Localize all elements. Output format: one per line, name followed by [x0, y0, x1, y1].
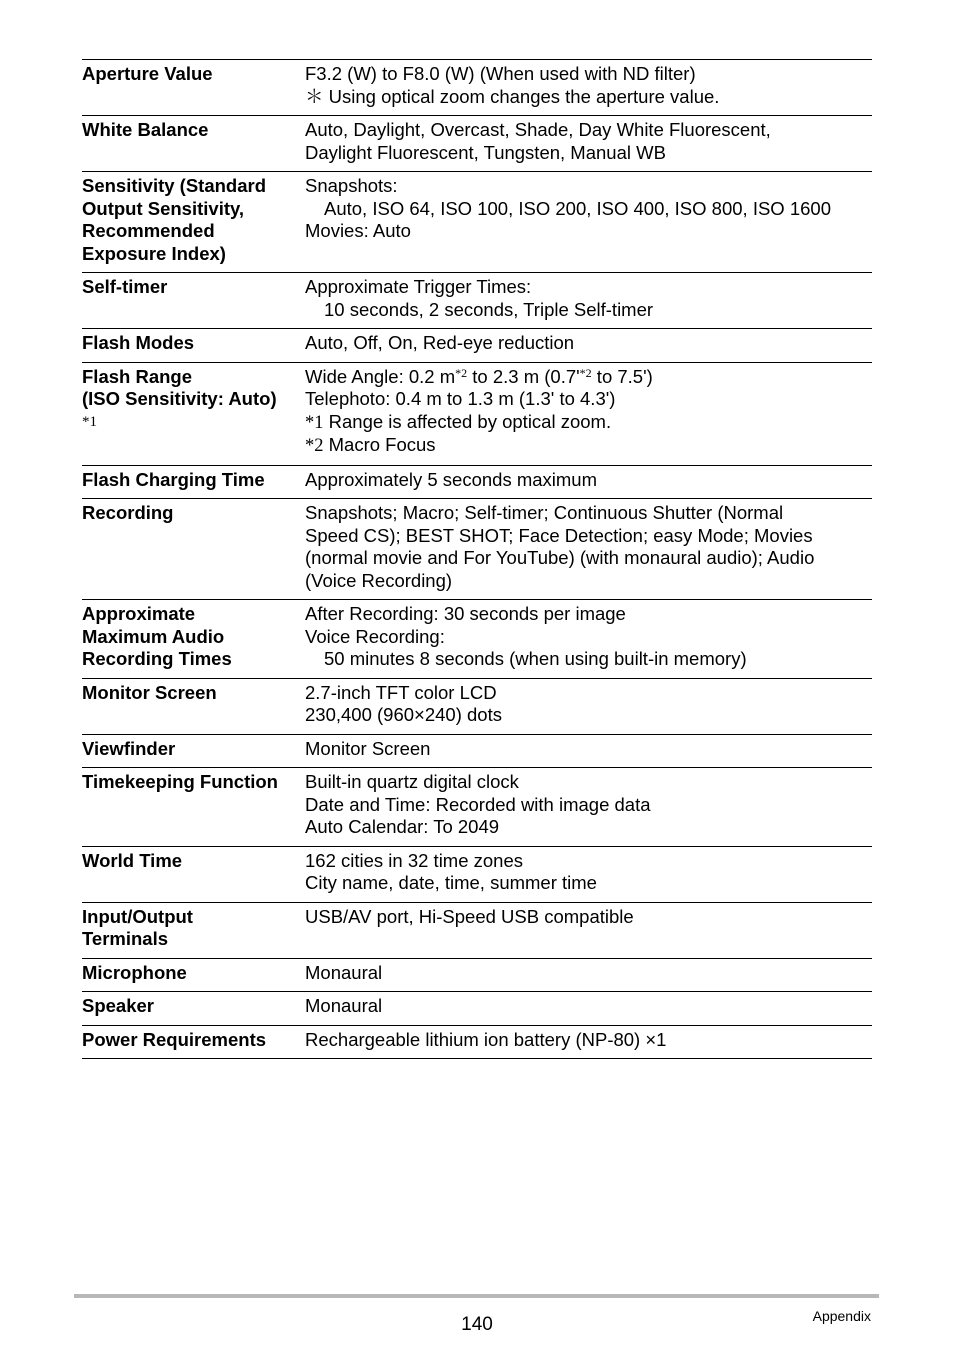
spec-row-flash-modes	[82, 329, 872, 363]
spec-value: Rechargeable lithium ion battery (NP-80) ×1	[305, 1028, 667, 1050]
spec-label: Flash Modes	[82, 332, 195, 353]
footer-divider	[74, 1294, 879, 1298]
spec-value: After Recording: 30 seconds per image Voice Recording: 50 minutes 8 seconds (when using built-in memory)	[305, 603, 747, 669]
spec-row-white-balance	[82, 116, 872, 172]
spec-row-timekeeping-function	[82, 768, 872, 847]
spec-value: Monaural	[305, 995, 383, 1016]
spec-row-power-requirements	[82, 1026, 872, 1060]
spec-row-microphone	[82, 959, 872, 993]
spec-label: Sensitivity (Standard Output Sensitivity, Recommended Exposure Index)	[82, 175, 267, 264]
spec-value: Snapshots: Auto, ISO 64, ISO 100, ISO 200, ISO 400, ISO 800, ISO 1600 Movies: Auto	[305, 175, 831, 241]
footnote-2: *2 Macro Focus	[305, 434, 436, 456]
spec-label: World Time	[82, 849, 183, 871]
spec-row-input-output-terminals	[82, 903, 872, 959]
spec-value: Auto, Daylight, Overcast, Shade, Day White Fluorescent, Daylight Fluorescent, Tungsten, Manual WB	[305, 119, 771, 163]
spec-value: Monaural	[305, 961, 383, 983]
spec-row-speaker	[82, 992, 872, 1026]
footnote-1: *1 Range is affected by optical zoom.	[305, 410, 612, 433]
spec-row-recording	[82, 499, 872, 600]
spec-label: Recording	[82, 502, 174, 523]
spec-row-self-timer	[82, 273, 872, 329]
spec-label: Power Requirements	[82, 1028, 267, 1050]
spec-value: Approximate Trigger Times: 10 seconds, 2 seconds, Triple Self-timer	[305, 276, 654, 320]
spec-row-audio-recording-times	[82, 600, 872, 679]
spec-label: White Balance	[82, 119, 209, 140]
spec-value: F3.2 (W) to F8.0 (W) (When used with ND filter) ＊ Using optical zoom changes the aperture value.	[305, 63, 720, 107]
specifications-table	[82, 59, 872, 1059]
spec-label: Monitor Screen	[82, 681, 217, 703]
spec-label: Microphone	[82, 961, 187, 983]
footnote-mark: *2	[579, 365, 592, 380]
spec-value: USB/AV port, Hi-Speed USB compatible	[305, 905, 634, 927]
section-name: Appendix	[812, 1308, 871, 1324]
spec-label: Aperture Value	[82, 63, 213, 84]
spec-row-flash-charging-time	[82, 466, 872, 500]
spec-value: Built-in quartz digital clock Date and Time: Recorded with image data Auto Calendar: To 2049	[305, 771, 651, 837]
spec-row-viewfinder	[82, 735, 872, 769]
spec-row-world-time	[82, 847, 872, 903]
spec-value: Approximately 5 seconds maximum	[305, 468, 597, 490]
footnote-mark: *2	[455, 365, 468, 380]
spec-label: Self-timer	[82, 276, 168, 297]
spec-row-monitor-screen	[82, 679, 872, 735]
spec-row-sensitivity	[82, 172, 872, 273]
spec-row-flash-range	[82, 363, 872, 466]
footnote-mark: *2	[305, 436, 324, 456]
spec-label: Flash Range (ISO Sensitivity: Auto) *1	[82, 366, 305, 458]
spec-label: Flash Charging Time	[82, 468, 265, 490]
spec-value: Wide Angle: 0.2 m$^{*2}$ to 2.3 m (0.7'$^{*2}$ to 7.5') Telephoto: 0.4 m to 1.3 m (1.3' to 4.3') *1 Range is affected by optical zoom. *2 Macro Focus	[305, 366, 872, 458]
spec-value: Snapshots; Macro; Self-timer; Continuous Shutter (Normal Speed CS); BEST SHOT; Face Detection; easy Mode; Movies (normal movie and For YouTube) (with monaural audio); Audio (Voice Recording)	[305, 502, 815, 591]
spec-label: Timekeeping Function	[82, 771, 278, 792]
spec-value: Auto, Off, On, Red-eye reduction	[305, 332, 575, 353]
spec-label: Approximate Maximum Audio Recording Times	[82, 603, 232, 669]
spec-value: Monitor Screen	[305, 737, 431, 759]
spec-row-aperture-value	[82, 60, 872, 116]
spec-label: Viewfinder	[82, 737, 176, 759]
footnote-mark: *1	[82, 413, 97, 430]
spec-label: Input/Output Terminals	[82, 905, 193, 949]
footnote-mark: *1	[305, 412, 324, 433]
wide-angle-line: Wide Angle: 0.2 m$^{*2}$ to 2.3 m (0.7'$^{*2}$ to 7.5')	[305, 365, 653, 387]
spec-label: Speaker	[82, 995, 154, 1016]
page-number: 140	[461, 1314, 493, 1335]
spec-value: 2.7-inch TFT color LCD 230,400 (960×240) dots	[305, 681, 502, 725]
spec-value: 162 cities in 32 time zones City name, date, time, summer time	[305, 849, 597, 893]
